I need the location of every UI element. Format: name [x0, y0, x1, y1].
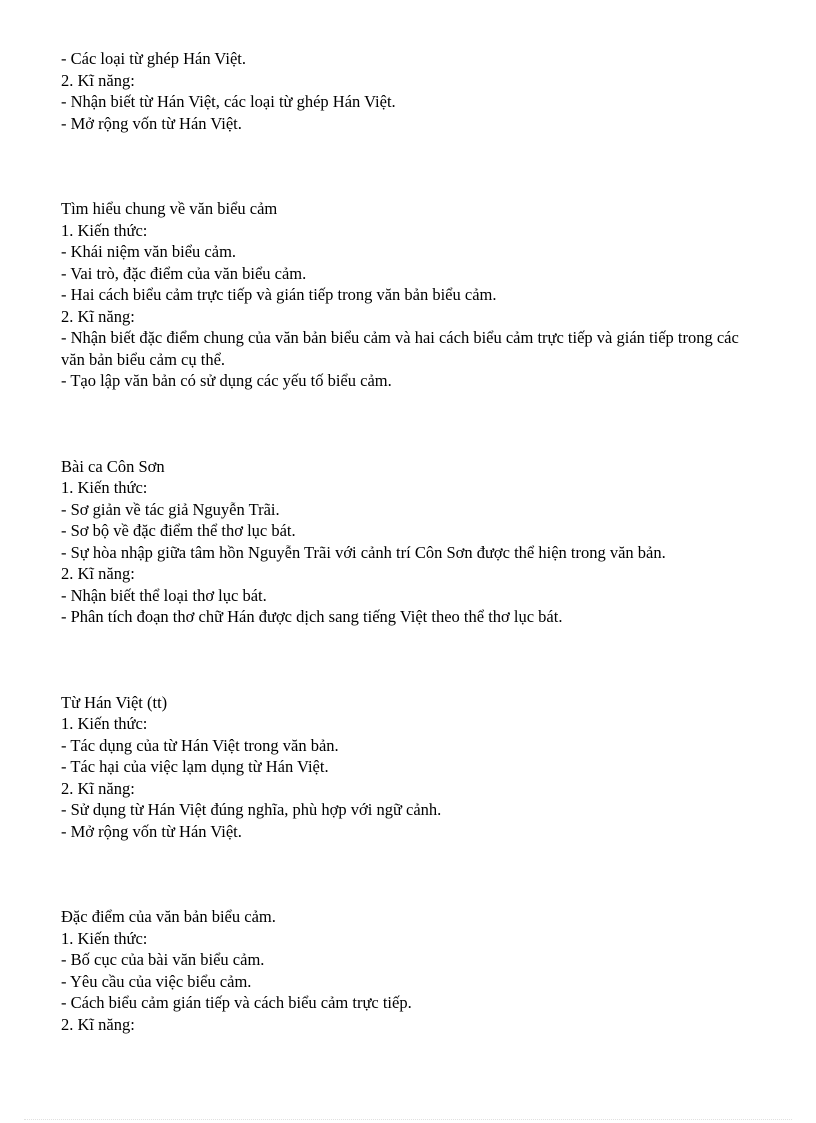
text-line: - Nhận biết thể loại thơ lục bát.	[61, 585, 267, 605]
page-bottom-divider	[24, 1119, 792, 1120]
skills-heading: 2. Kĩ năng:	[61, 1014, 135, 1034]
text-line: - Cách biểu cảm gián tiếp và cách biểu cảm trực tiếp.	[61, 993, 412, 1012]
text-line: - Vai trò, đặc điểm của văn biểu cảm.	[61, 263, 307, 283]
text-line: - Mở rộng vốn từ Hán Việt.	[61, 113, 242, 133]
section-title: Từ Hán Việt (tt)	[61, 692, 168, 712]
section-tu-han-viet-tt	[61, 692, 761, 843]
text-line: - Yêu cầu của việc biểu cảm.	[61, 971, 252, 991]
section-bai-ca-con-son	[61, 456, 761, 628]
text-line: - Tạo lập văn bản có sử dụng các yếu tố biểu cảm.	[61, 371, 392, 390]
section-han-viet-compound	[61, 48, 761, 134]
text-line: - Sơ giản về tác giả Nguyễn Trãi.	[61, 499, 280, 519]
skills-heading: 2. Kĩ năng:	[61, 564, 135, 583]
text-line: - Sử dụng từ Hán Việt đúng nghĩa, phù hợp với ngữ cảnh.	[61, 800, 442, 819]
section-title: Đặc điểm của văn bản biểu cảm.	[61, 907, 276, 926]
section-van-bieu-cam-overview	[61, 198, 761, 392]
section-title: Bài ca Côn Sơn	[61, 456, 165, 476]
text-line: - Sơ bộ về đặc điểm thể thơ lục bát.	[61, 521, 296, 540]
text-line: - Mở rộng vốn từ Hán Việt.	[61, 821, 242, 841]
knowledge-heading: 1. Kiến thức:	[61, 714, 148, 733]
text-line: - Phân tích đoạn thơ chữ Hán được dịch sang tiếng Việt theo thể thơ lục bát.	[61, 607, 563, 626]
text-line: - Khái niệm văn biểu cảm.	[61, 242, 237, 261]
section-title: Tìm hiểu chung về văn biểu cảm	[61, 199, 278, 218]
document-content	[61, 48, 761, 1035]
skills-heading: 2. Kĩ năng:	[61, 306, 135, 326]
knowledge-heading: 1. Kiến thức:	[61, 478, 148, 497]
text-line: - Sự hòa nhập giữa tâm hồn Nguyễn Trãi với cảnh trí Côn Sơn được thể hiện trong văn bản.	[61, 542, 666, 562]
text-line: - Hai cách biểu cảm trực tiếp và gián tiếp trong văn bản biểu cảm.	[61, 285, 497, 304]
skills-heading: 2. Kĩ năng:	[61, 778, 135, 798]
text-line: - Tác hại của việc lạm dụng từ Hán Việt.	[61, 757, 329, 776]
skills-heading: 2. Kĩ năng:	[61, 70, 135, 90]
text-line: - Nhận biết từ Hán Việt, các loại từ ghép Hán Việt.	[61, 92, 396, 111]
text-line: - Bố cục của bài văn biểu cảm.	[61, 950, 265, 969]
text-line: - Các loại từ ghép Hán Việt.	[61, 49, 246, 68]
knowledge-heading: 1. Kiến thức:	[61, 928, 148, 948]
section-dac-diem-van-bieu-cam	[61, 906, 761, 1035]
knowledge-heading: 1. Kiến thức:	[61, 220, 148, 240]
text-line: - Tác dụng của từ Hán Việt trong văn bản.	[61, 735, 339, 755]
text-line: - Nhận biết đặc điểm chung của văn bản biểu cảm và hai cách biểu cảm trực tiếp và gián tiếp trong các văn bản biểu cảm cụ thể.	[61, 328, 739, 369]
